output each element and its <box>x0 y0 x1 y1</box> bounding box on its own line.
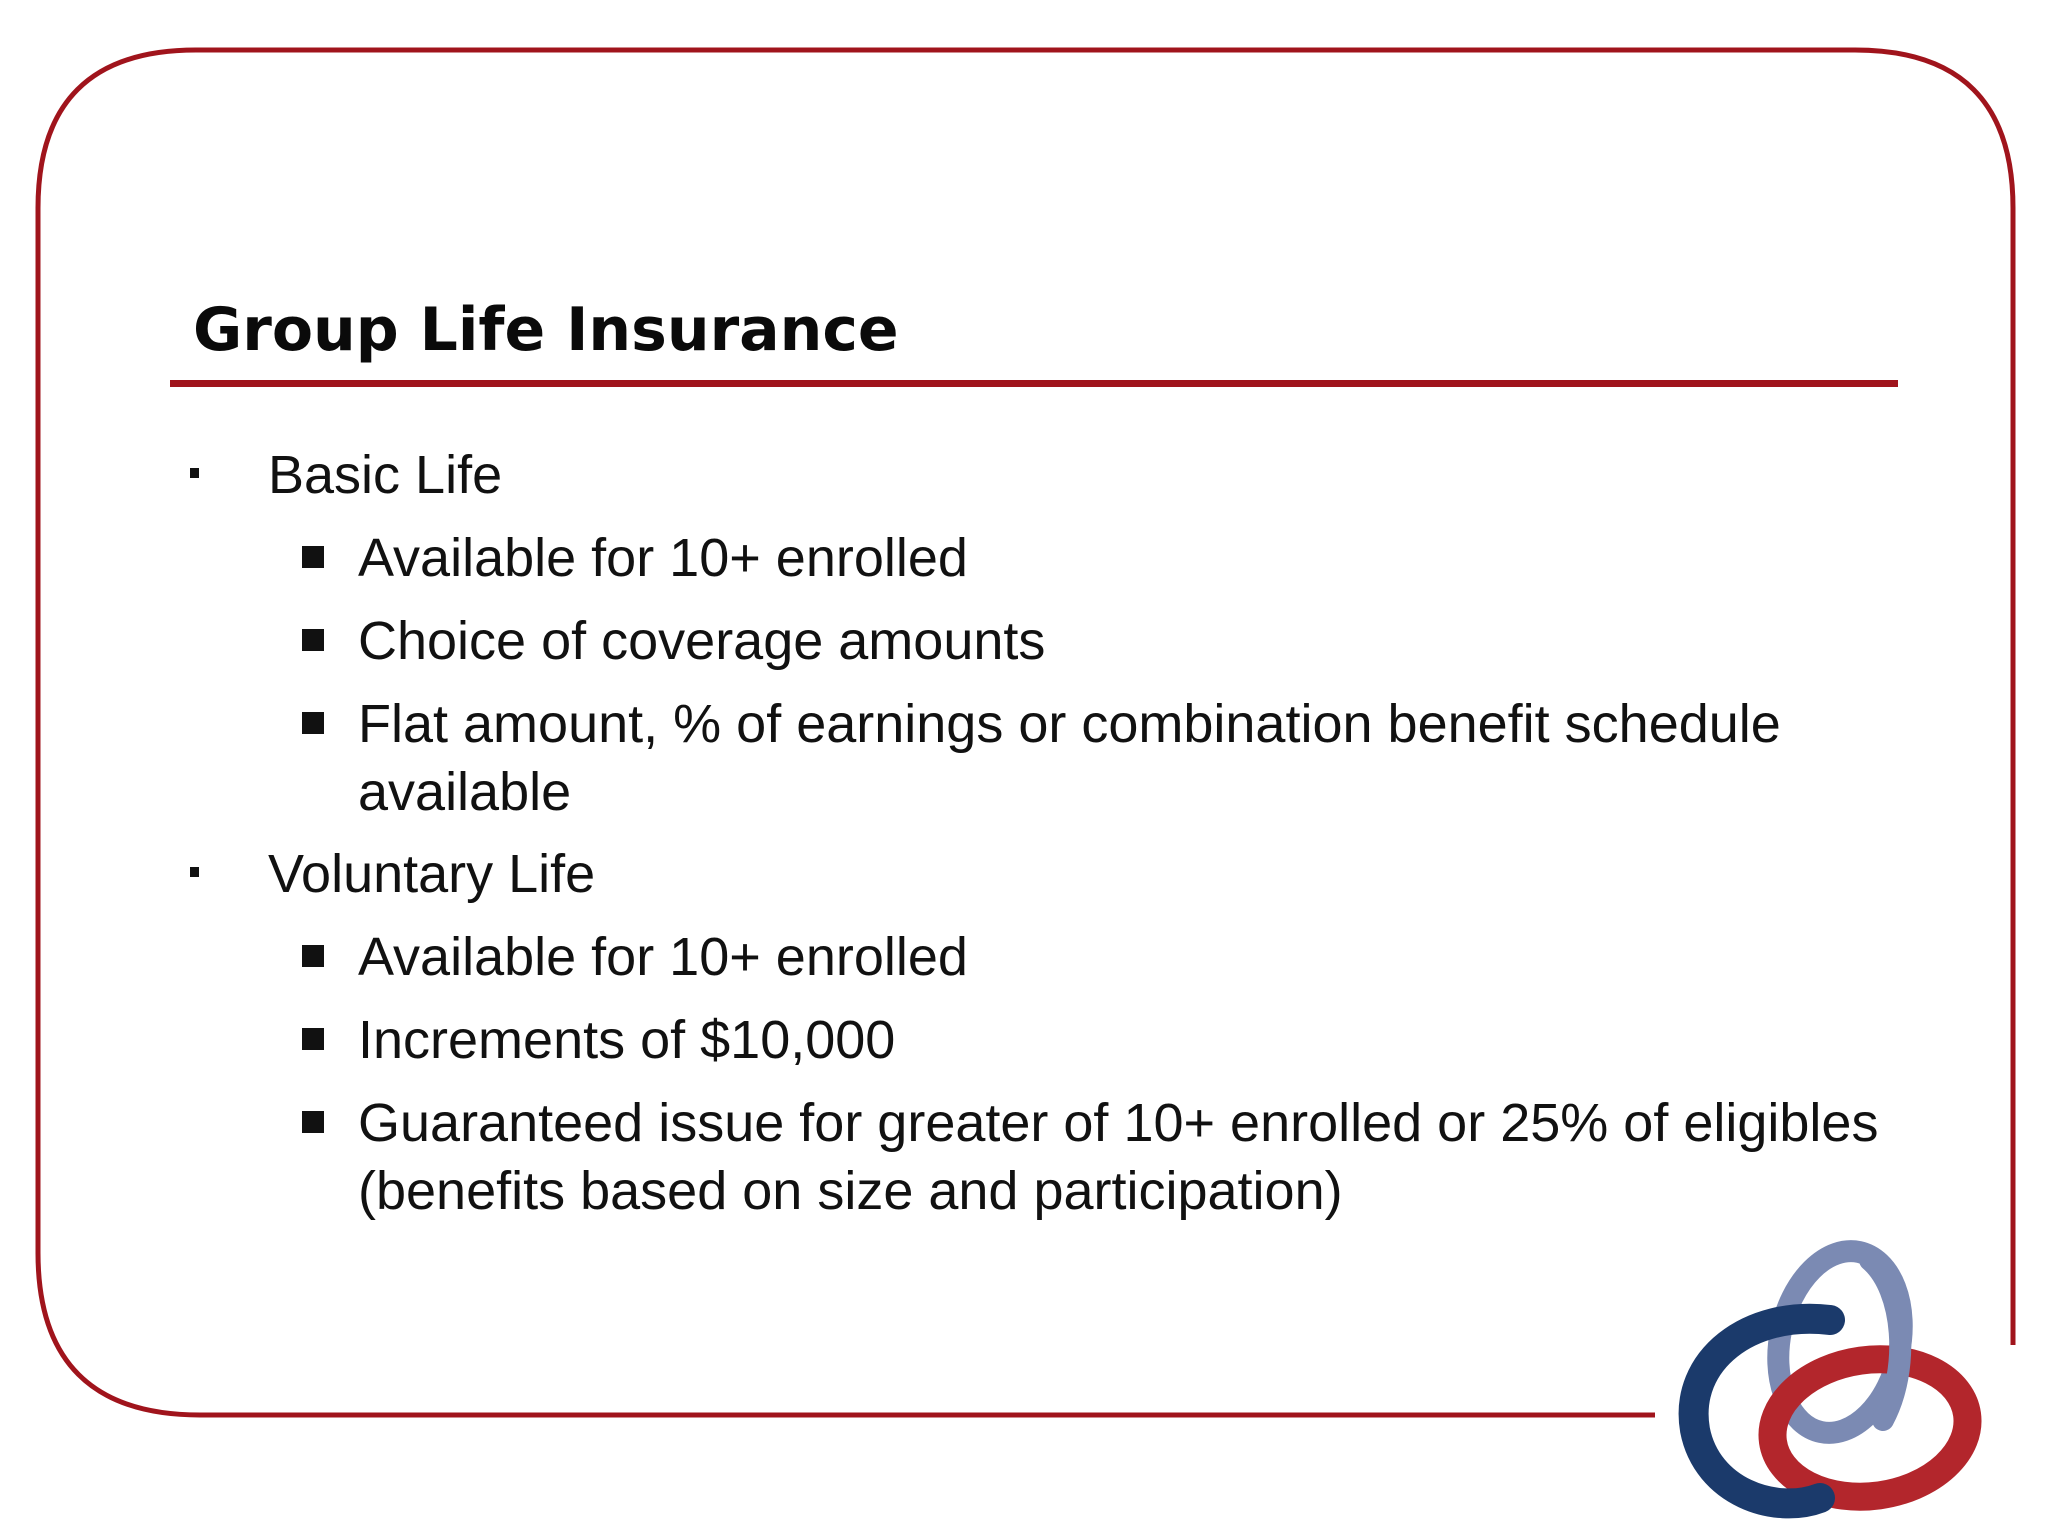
list-item-text: Available for 10+ enrolled <box>358 528 968 588</box>
list-item-text: Flat amount, % of earnings or combination benefit schedule available <box>358 694 1781 822</box>
square-bullet-icon <box>302 1111 324 1133</box>
section-heading: Basic Life <box>268 445 503 505</box>
list-item-text: Guaranteed issue for greater of 10+ enrolled or 25% of eligibles (benefits based on size and participation) <box>358 1093 1879 1221</box>
interlocking-rings-logo-icon <box>1655 1230 1995 1530</box>
list-item-text: Choice of coverage amounts <box>358 611 1046 671</box>
square-bullet-icon <box>302 629 324 651</box>
square-bullet-icon <box>302 1028 324 1050</box>
small-square-bullet-icon <box>190 867 199 877</box>
square-bullet-icon <box>302 945 324 967</box>
square-bullet-icon <box>302 712 324 734</box>
list-item-text: Available for 10+ enrolled <box>358 927 968 987</box>
square-bullet-icon <box>302 546 324 568</box>
small-square-bullet-icon <box>190 468 199 478</box>
slide-title: Group Life Insurance <box>193 295 899 365</box>
list-item-text: Increments of $10,000 <box>358 1010 896 1070</box>
section-heading: Voluntary Life <box>268 844 596 904</box>
